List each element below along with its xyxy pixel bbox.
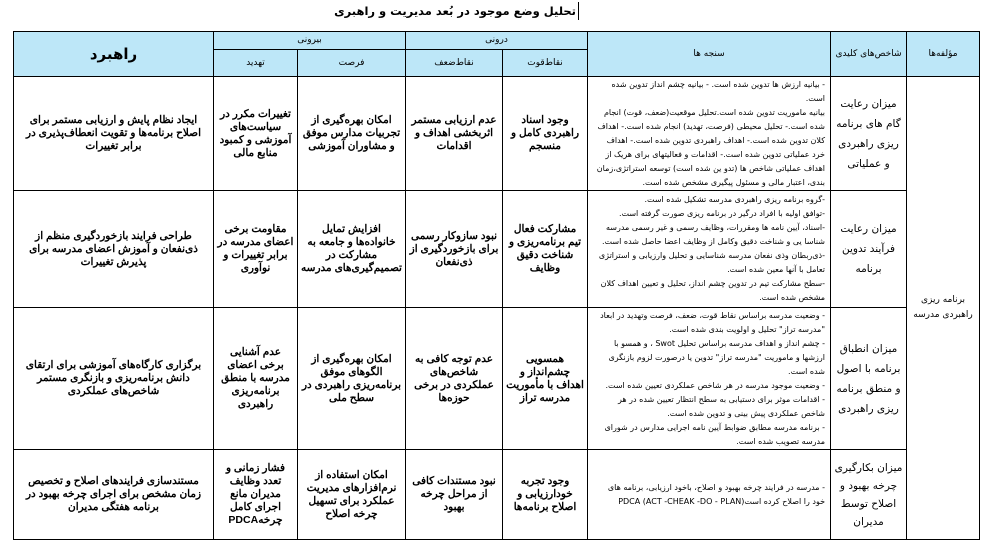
title-bar xyxy=(0,0,990,28)
threat-cell: عدم آشنایی برخی اعضای مدرسه با منطق برنامه‌ریزی راهبردی xyxy=(214,308,298,450)
measure-item: - چشم انداز و اهداف مدرسه براساس تحلیل Swot ، و همسو با ارزشها و ماموریت "مدرسه تراز" تدوین یا درصورت لزوم بازنگری شده است. xyxy=(608,338,826,376)
text-cursor xyxy=(578,2,579,20)
weakness-cell: عدم توجه کافی به شاخص‌های عملکردی در برخی حوزه‌ها xyxy=(406,308,503,450)
measure-item: -توافق اولیه با افراد درگیر در برنامه ریزی صورت گرفته است. xyxy=(618,209,826,218)
measure-item: - وضعیت مدرسه براساس نقاط قوت، ضعف، فرصت وتهدید در ابعاد "مدرسه تراز" تحلیل و اولویت بندی شده است. xyxy=(600,310,826,334)
strength-cell: وجود اسناد راهبردی کامل و منسجم xyxy=(503,77,588,191)
opportunity-cell: افزایش تمایل خانواده‌ها و جامعه به مشارکت در تصمیم‌گیری‌های مدرسه xyxy=(298,191,406,308)
header-threats: تهدید xyxy=(214,50,298,77)
strategy-cell: ایجاد نظام پایش و ارزیابی مستمر برای اصلاح برنامه‌ها و تقویت انعطاف‌پذیری در برابر تغییرات xyxy=(14,77,214,191)
header-strengths: نقاط‌قوت xyxy=(503,50,588,77)
threat-cell: فشار زمانی و تعدد وظایف مدیران مانع اجرای کامل چرخهPDCA xyxy=(214,450,298,540)
measures-cell xyxy=(588,77,831,191)
table-row xyxy=(14,77,980,191)
measures-cell xyxy=(588,450,831,540)
threat-cell: مقاومت برخی اعضای مدرسه در برابر تغییرات و نوآوری xyxy=(214,191,298,308)
measure-item: -گروه برنامه ریزی راهبردی مدرسه تشکیل شده است. xyxy=(644,195,826,204)
strength-cell: وجود تجربه خودارزیابی و اصلاح برنامه‌ها xyxy=(503,450,588,540)
opportunity-cell: امکان بهره‌گیری از تجربیات مدارس موفق و مشاوران آموزشی xyxy=(298,77,406,191)
header-strategy: راهبرد xyxy=(14,32,214,77)
strategy-cell: برگزاری کارگاه‌های آموزشی برای ارتقای دانش برنامه‌ریزی و بازنگری مستمر شاخص‌های عملکردی xyxy=(14,308,214,450)
table-row xyxy=(14,450,980,540)
opportunity-cell: امکان استفاده از نرم‌افزارهای مدیریت عملکرد برای تسهیل چرخه اصلاح xyxy=(298,450,406,540)
measure-item: بیانیه ماموریت تدوین شده است.تحلیل موقعیت(ضعف، قوت) انجام شده است.- تحلیل محیطی (فرصت، تهدید) انجام شده است.- اهداف کلان تدوین شده است.- اهداف راهبردی تدوین شده است.- اهداف خرد عملیاتی تدوین شده است.- اقدامات و فعالیتهای برای هریک از اهداف عملیاتی شاخص ها (تدو ین شده است) توسعه استراتژی،زمان بندی، اعتبار مالی و مسئول پیگیری مشخص شده است. xyxy=(596,107,826,187)
measure-item: -ذی‌ربطان وذی نفعان مدرسه شناسایی و تحلیل وارزیابی و استراتژی تعامل با آنها معین شده است. xyxy=(598,251,826,274)
measure-item: - بیانیه ارزش ها تدوین شده است. - بیانیه چشم انداز تدوین شده است. xyxy=(611,79,826,103)
measures-cell xyxy=(588,191,831,308)
weakness-cell: نبود مستندات کافی از مراحل چرخه بهبود xyxy=(406,450,503,540)
opportunity-cell: امکان بهره‌گیری از الگوهای موفق برنامه‌ریزی راهبردی در سطح ملی xyxy=(298,308,406,450)
threat-cell: تغییرات مکرر در سیاست‌های آموزشی و کمبود منابع مالی xyxy=(214,77,298,191)
strategy-cell: مستندسازی فرایندهای اصلاح و تخصیص زمان مشخص برای اجرای چرخه بهبود در برنامه هفتگی مدیران xyxy=(14,450,214,540)
measure-item: - مدرسه در فرایند چرخه بهبود و اصلاح، باخود ارزیابی، برنامه های خود را اصلاح کرده استPDCA (ACT -CHEAK -DO - PLAN) xyxy=(607,482,826,506)
indicator-cell: میزان بکارگیری چرخه بهبود و اصلاح توسط مدیران xyxy=(831,450,907,540)
component-cell: برنامه ریزی راهبردی مدرسه xyxy=(907,77,980,540)
measure-item: -اسناد، آیین نامه ها ومقررات، وظایف رسمی و غیر رسمی مدرسه شناسا یی و شناخت دقیق وکامل از وظایف اعضا حاصل شده است. xyxy=(602,223,826,246)
swot-table xyxy=(13,31,980,540)
indicator-cell: میزان رعایت گام های برنامه ریزی راهبردی و عملیاتی xyxy=(831,77,907,191)
table-row xyxy=(14,191,980,308)
strength-cell: همسویی چشم‌انداز و اهداف با مأموریت مدرسه تراز xyxy=(503,308,588,450)
measures-cell xyxy=(588,308,831,450)
weakness-cell: عدم ارزیابی مستمر اثربخشی اهداف و اقدامات xyxy=(406,77,503,191)
header-components: مؤلفه‌ها xyxy=(907,32,980,77)
header-measures: سنجه ها xyxy=(588,32,831,77)
header-row-top xyxy=(14,32,980,50)
measure-item: - اقدامات موثر برای دستیابی به سطح انتظار تعیین شده در هر شاخص عملکردی پیش بینی و تدوین شده است. xyxy=(617,394,826,418)
document-title[interactable]: تحلیل وضع موجود در بُعد مدیریت و راهبری xyxy=(334,4,576,18)
measure-item: - برنامه مدرسه مطابق ضوابط آیین نامه اجرایی مدارس در شورای مدرسه تصویب شده است. xyxy=(604,422,826,446)
indicator-cell: میزان رعایت فرآیند تدوین برنامه xyxy=(831,191,907,308)
header-internal: درونی xyxy=(406,32,588,50)
header-key-indicators: شاخص‌های کلیدی xyxy=(831,32,907,77)
table-row xyxy=(14,308,980,450)
strength-cell: مشارکت فعال تیم برنامه‌ریزی و شناخت دقیق وظایف xyxy=(503,191,588,308)
measure-item: - وضعیت موجود مدرسه در هر شاخص عملکردی تعیین شده است. xyxy=(605,380,826,390)
header-opportunities: فرصت xyxy=(298,50,406,77)
strategy-cell: طراحی فرایند بازخوردگیری منظم از ذی‌نفعان و آموزش اعضای مدرسه برای پذیرش تغییرات xyxy=(14,191,214,308)
measure-item: -سطح مشارکت تیم در تدوین چشم انداز، تحلیل و تعیین اهداف کلان مشخص شده است. xyxy=(600,279,826,302)
weakness-cell: نبود سازوکار رسمی برای بازخوردگیری از ذی‌نفعان xyxy=(406,191,503,308)
header-weaknesses: نقاط‌ضعف xyxy=(406,50,503,77)
header-external: بیرونی xyxy=(214,32,406,50)
indicator-cell: میزان انطباق برنامه با اصول و منطق برنامه ریزی راهبردی xyxy=(831,308,907,450)
